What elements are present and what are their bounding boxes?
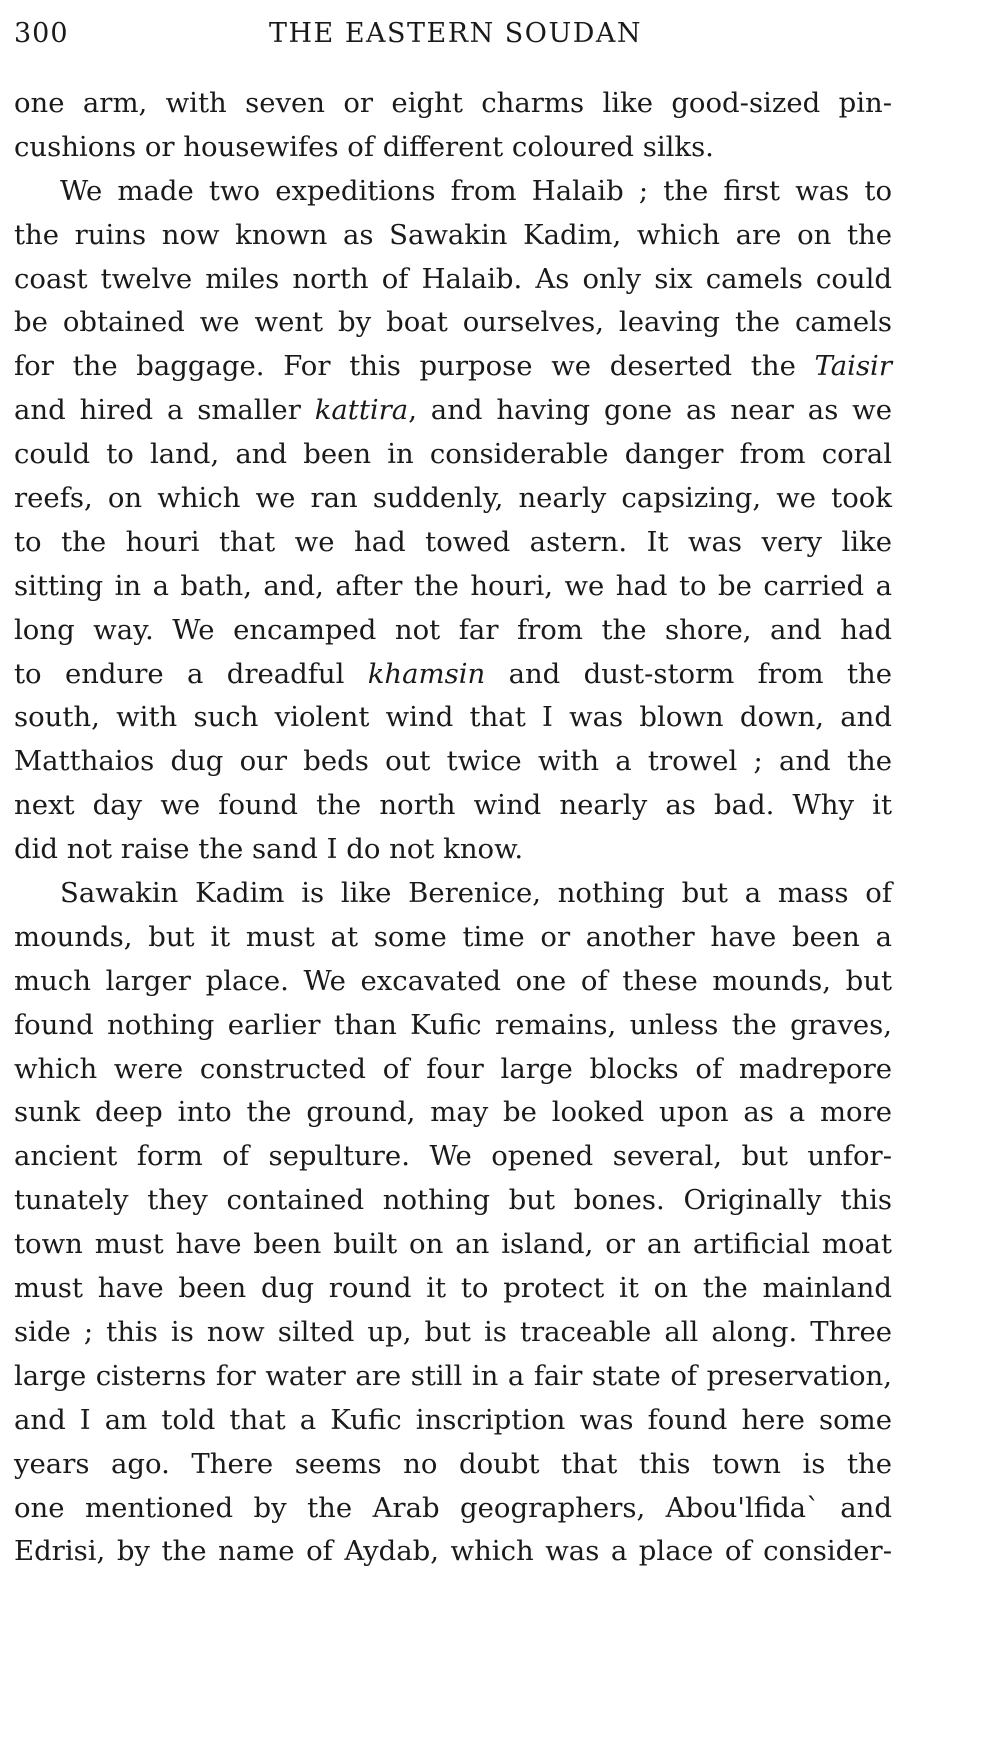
text-segment: long way. We encamped not far from the shore, and had [14,613,892,646]
text-line [14,828,892,872]
text-line [14,1091,892,1135]
text-segment: found nothing earlier than Kufic remains, unless the graves, [14,1008,892,1041]
text-segment: coast twelve miles north of Halaib. As only six camels could [14,262,892,295]
text-segment: , and having gone as near as we [408,394,892,427]
text-line [14,82,892,126]
text-segment: the ruins now known as Sawakin Kadim, which are on the [14,218,892,251]
running-title: THE EASTERN SOUDAN [269,18,642,49]
text-segment: tunately they contained nothing but bones. Originally this [14,1184,892,1217]
text-line [14,170,892,214]
text-line [14,916,892,960]
text-line [14,1355,892,1399]
text-segment: and hired a smaller [14,394,315,427]
text-segment: cushions or housewifes of different coloured silks. [14,130,714,163]
text-segment: did not raise the sand I do not know. [14,833,524,866]
text-line [14,1399,892,1443]
text-segment: much larger place. We excavated one of these mounds, but [14,964,892,997]
text-segment: sunk deep into the ground, may be looked upon as a more [14,1096,892,1129]
text-segment: Matthaios dug our beds out twice with a trowel ; and the [14,745,892,778]
text-line [14,565,892,609]
text-line [14,214,892,258]
text-line [14,1048,892,1092]
text-segment: and dust-storm from the [485,657,892,690]
text-segment: reefs, on which we ran suddenly, nearly capsizing, we took [14,482,892,515]
text-line [14,345,892,389]
text-line [14,740,892,784]
text-segment: be obtained we went by boat ourselves, leaving the camels [14,306,892,339]
text-line [14,1004,892,1048]
text-segment: We made two expeditions from Halaib ; the first was to [60,174,892,207]
text-segment: to the houri that we had towed astern. It was very like [14,525,892,558]
text-segment: which were constructed of four large blocks of madrepore [14,1052,892,1085]
text-line [14,1135,892,1179]
text-line [14,960,892,1004]
text-line [14,126,892,170]
text-line [14,433,892,477]
text-line [14,1487,892,1531]
text-line [14,609,892,653]
text-segment: ancient form of sepulture. We opened several, but unfor- [14,1140,892,1173]
italic-text: khamsin [367,657,486,690]
text-line [14,872,892,916]
body-text [14,82,892,1574]
text-segment: Sawakin Kadim is like Berenice, nothing but a mass of [60,877,892,910]
text-line [14,653,892,697]
page-number: 300 [14,18,69,49]
text-segment: one mentioned by the Arab geographers, Abou'lfida` and [14,1491,892,1524]
text-line [14,521,892,565]
text-segment: town must have been built on an island, or an artificial moat [14,1228,892,1261]
text-segment: could to land, and been in considerable danger from coral [14,438,892,471]
italic-text: kattira [314,394,409,427]
text-line [14,477,892,521]
text-segment: next day we found the north wind nearly as bad. Why it [14,789,892,822]
text-line [14,1530,892,1574]
text-segment: one arm, with seven or eight charms like good-sized pin- [14,87,892,119]
text-segment: to endure a dreadful [14,657,368,690]
page-header [14,18,914,62]
text-segment: side ; this is now silted up, but is traceable all along. Three [14,1315,892,1348]
text-line [14,1311,892,1355]
text-segment: years ago. There seems no doubt that this town is the [14,1447,892,1480]
text-line [14,696,892,740]
text-segment: large cisterns for water are still in a fair state of preservation, [14,1359,892,1392]
text-segment: for the baggage. For this purpose we deserted the [14,350,815,383]
text-line [14,301,892,345]
text-segment: must have been dug round it to protect it on the mainland [14,1272,892,1305]
text-segment: mounds, but it must at some time or another have been a [14,920,892,953]
italic-text: Taisir [814,350,892,383]
text-line [14,1443,892,1487]
text-segment: and I am told that a Kufic inscription was found here some [14,1403,892,1436]
text-segment: south, with such violent wind that I was blown down, and [14,701,892,734]
text-line [14,258,892,302]
text-line [14,1223,892,1267]
text-segment: sitting in a bath, and, after the houri, we had to be carried a [14,569,892,602]
text-line [14,389,892,433]
text-line [14,1267,892,1311]
text-line [14,784,892,828]
text-line [14,1179,892,1223]
text-segment: Edrisi, by the name of Aydab, which was a place of consider- [14,1535,892,1568]
